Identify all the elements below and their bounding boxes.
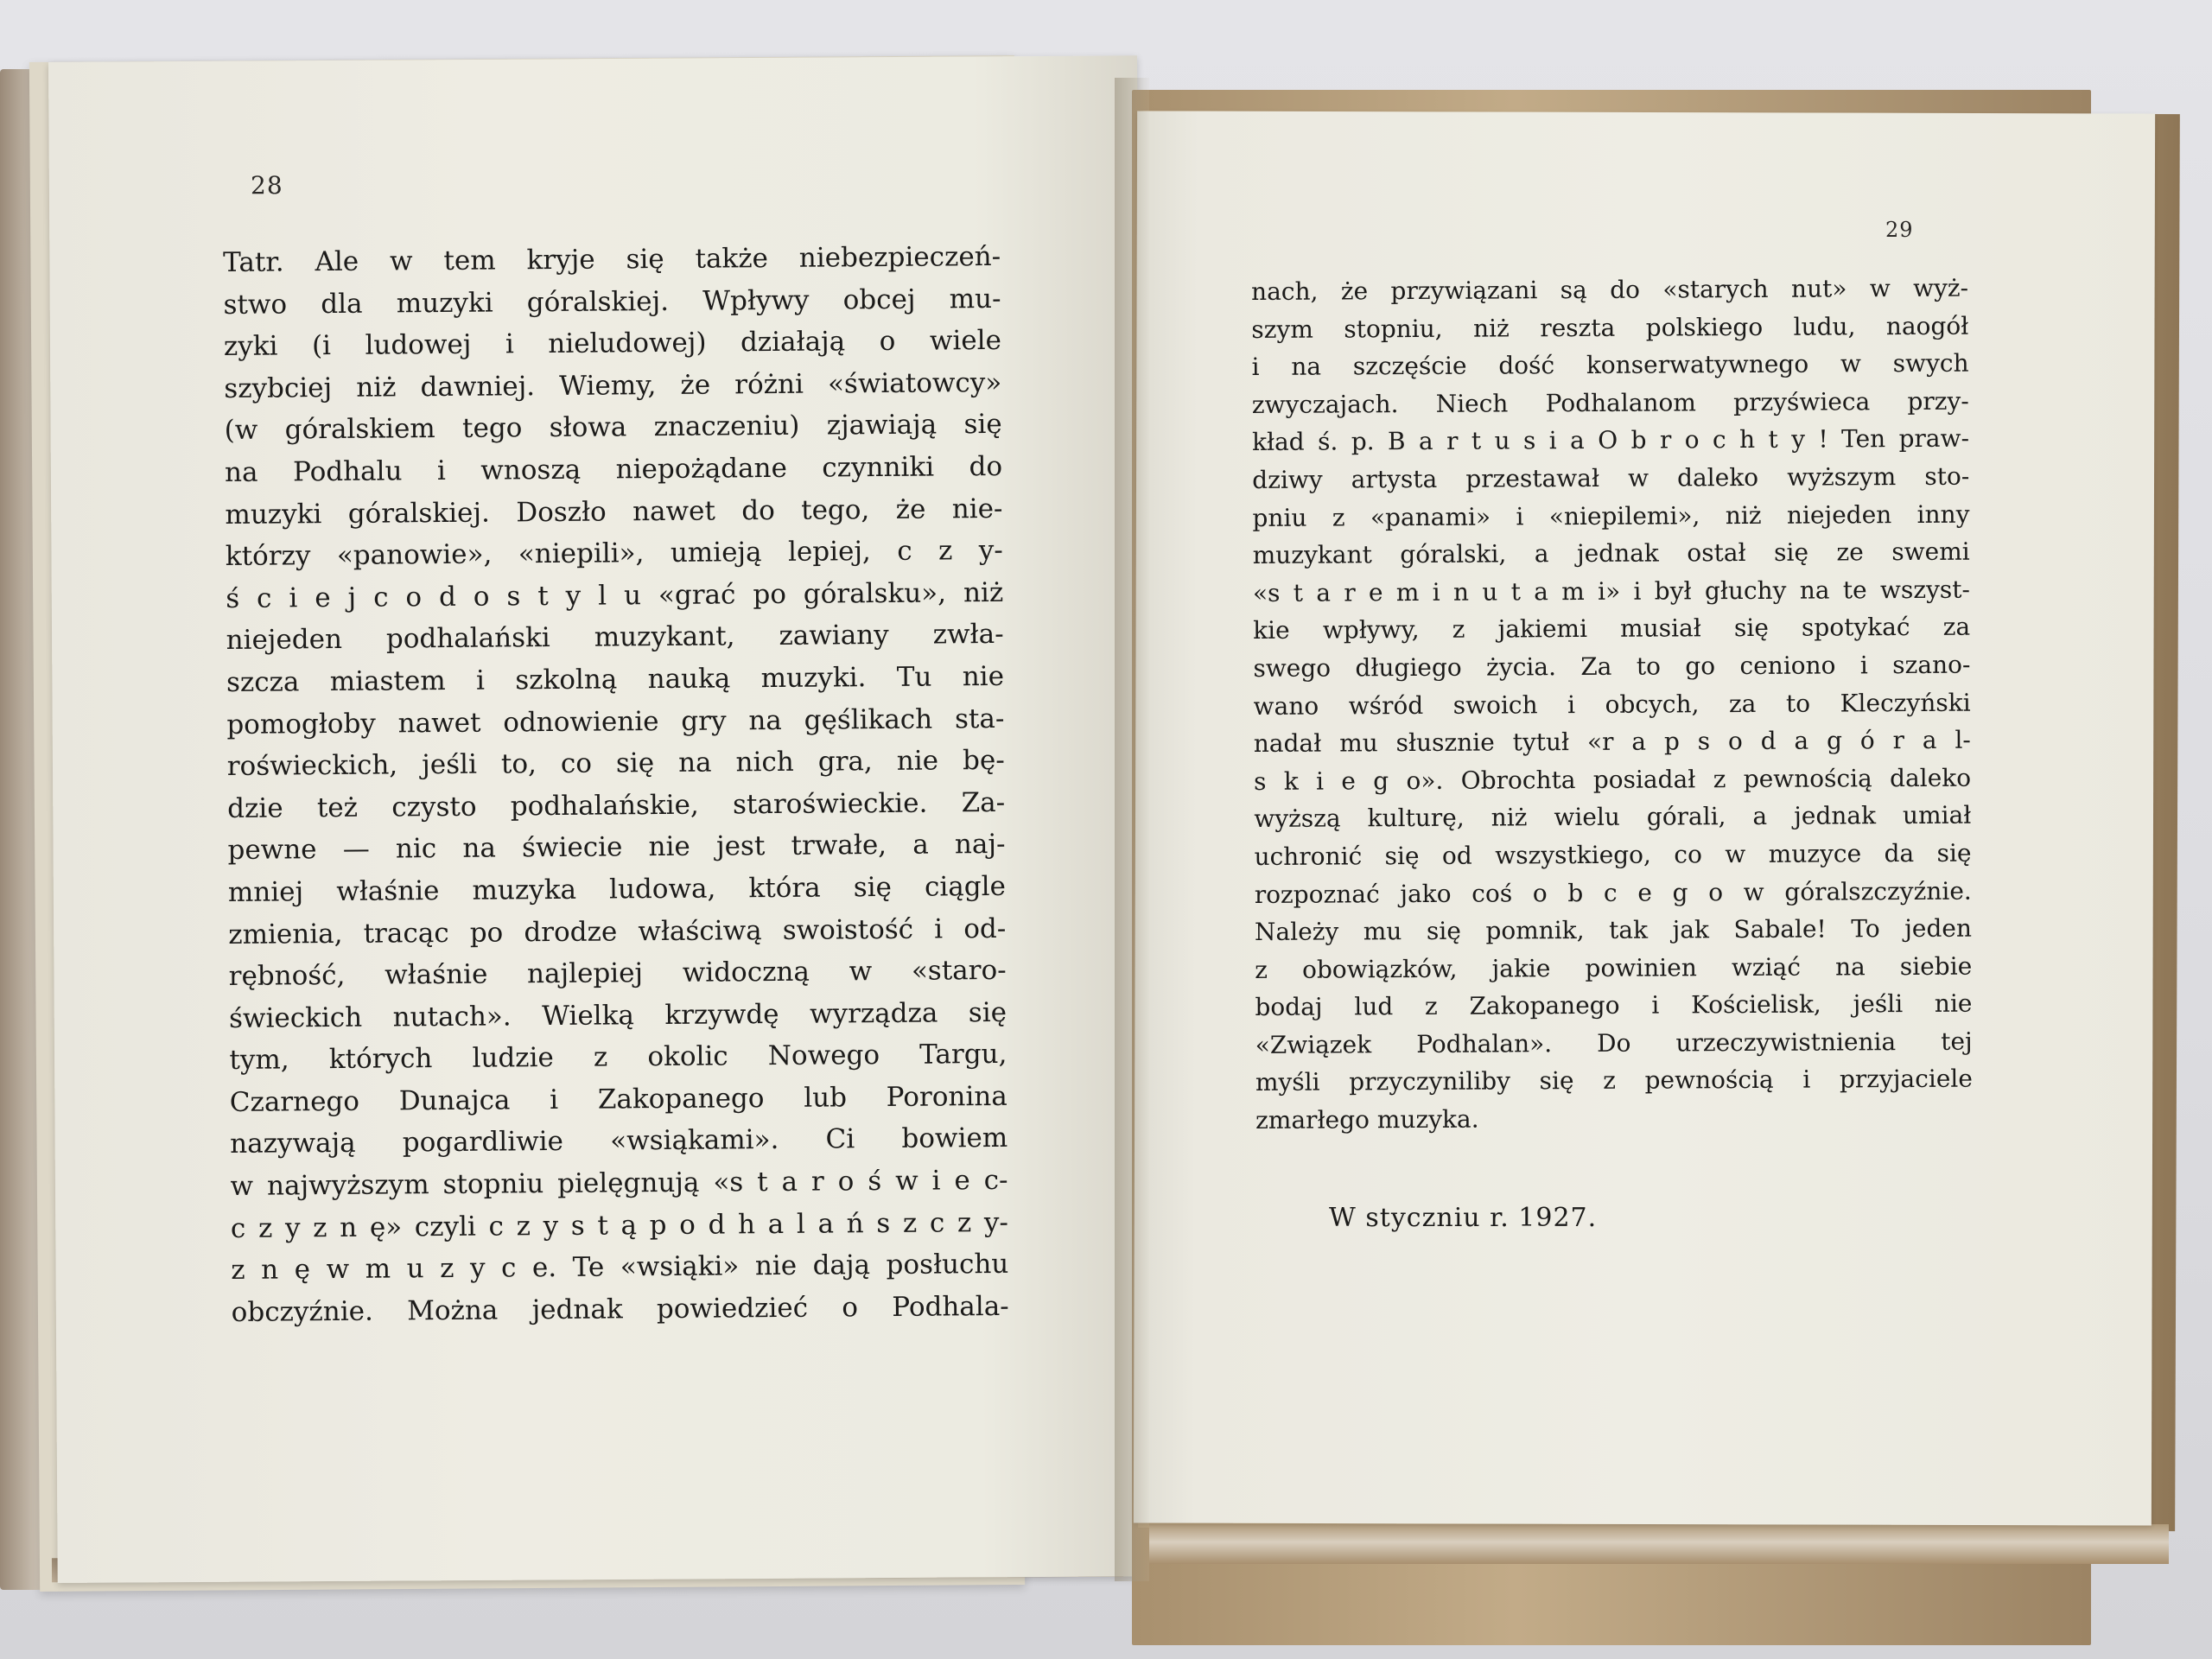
text-line: szcza miastem i szkolną nauką muzyki. Tu nie [226, 660, 1005, 698]
text-line: c z y z n ę» czyli c z y s t ą p o d h a l a ń s z c z y- [230, 1206, 1009, 1244]
text-line: wano wśród swoich i obcych, za to Kleczyński [1253, 688, 1971, 721]
text-line: muzykant góralski, a jednak ostał się ze swemi [1252, 537, 1970, 570]
text-line: zmarłego muzyka. [1255, 1104, 1479, 1135]
text-line: z n ę w m u z y c e. Te «wsiąki» nie dają posłuchu [231, 1249, 1009, 1287]
text-line: niejeden podhalański muzykant, zawiany zwła- [226, 619, 1004, 657]
text-line: rębność, właśnie najlepiej widoczną w «staro- [228, 954, 1007, 993]
text-line: tym, których ludzie z okolic Nowego Targu, [229, 1039, 1007, 1077]
text-line: pniu z «panami» i «niepilemi», niż niejeden inny [1252, 499, 1970, 532]
text-line: z obowiązków, jakie powinien wziąć na siebie [1255, 951, 1973, 984]
text-line: szym stopniu, niż reszta polskiego ludu, naogół [1251, 311, 1969, 344]
text-line: wyższą kulturę, niż wielu górali, a jednak umiał [1254, 800, 1972, 834]
text-line: na Podhalu i wnoszą niepożądane czynniki do [224, 450, 1003, 488]
text-line: którzy «panowie», «niepili», umieją lepiej, c z y- [225, 535, 1003, 573]
left-page-body [223, 236, 1009, 1333]
text-line: roświeckich, jeśli to, co się na nich gra, nie bę- [226, 745, 1005, 783]
text-line: bodaj lud z Zakopanego i Kościelisk, jeśli nie [1255, 988, 1973, 1022]
left-page-number: 28 [251, 171, 283, 200]
text-line: nazywają pogardliwie «wsiąkami». Ci bowiem [230, 1122, 1008, 1160]
text-line: myśli przyczyniliby się z pewnością i przyjaciele [1255, 1065, 1973, 1097]
text-line: swego długiego życia. Za to go ceniono i szano- [1253, 650, 1971, 683]
text-line: obczyźnie. Można jednak powiedzieć o Podhala- [231, 1290, 1009, 1328]
text-line: kład ś. p. B a r t u s i a O b r o c h t y ! Ten praw- [1251, 424, 1970, 457]
text-line: «s t a r e m i n u t a m i» i był głuchy na te wszyst- [1252, 575, 1971, 607]
dateline: W styczniu r. 1927. [1329, 1203, 1598, 1233]
right-page-number: 29 [1885, 218, 1914, 242]
text-line: uchronić się od wszystkiego, co w muzyce da się [1254, 838, 1972, 871]
text-line: «Związek Podhalan». Do urzeczywistnienia tej [1255, 1027, 1973, 1059]
text-line: muzyki góralskiej. Doszło nawet do tego, że nie- [225, 493, 1003, 531]
text-line: rozpoznać jako coś o b c e g o w góralszczyźnie. [1254, 876, 1972, 909]
text-line: Czarnego Dunajca i Zakopanego lub Poronina [229, 1080, 1007, 1118]
text-line: pomogłoby nawet odnowienie gry na gęślikach sta- [226, 702, 1005, 741]
text-line: (w góralskiem tego słowa znaczeniu) zjawiają się [224, 409, 1002, 447]
text-line: s k i e g o». Obrochta posiadał z pewnością daleko [1253, 763, 1972, 796]
text-line: pewne — nic na świecie nie jest trwałe, a naj- [227, 829, 1006, 867]
text-line: zmienia, tracąc po drodze właściwą swoistość i od- [228, 912, 1007, 950]
right-page-body [1251, 270, 1973, 1140]
text-line: szybciej niż dawniej. Wiemy, że różni «światowcy» [224, 366, 1002, 404]
right-page-bottom-edge [1149, 1524, 2169, 1564]
text-line: zyki (i ludowej i nieludowej) działają o wiele [223, 325, 1002, 363]
text-line: nadał mu słusznie tytuł «r a p s o d a g ó r a l- [1253, 725, 1971, 759]
book-spine-shadow [1115, 78, 1149, 1581]
text-line: stwo dla muzyki góralskiej. Wpływy obcej mu- [223, 283, 1001, 321]
text-line: zwyczajach. Niech Podhalanom przyświeca przy- [1251, 386, 1969, 419]
text-line: i na szczęście dość konserwatywnego w swych [1251, 348, 1969, 382]
text-line: Tatr. Ale w tem kryje się także niebezpieczeń- [223, 240, 1001, 278]
text-line: w najwyższym stopniu pielęgnują «s t a r o ś w i e c- [230, 1164, 1008, 1203]
text-line: ś c i e j c o d o s t y l u «grać po góralsku», niż [226, 576, 1004, 614]
text-line: dzie też czysto podhalańskie, staroświeckie. Za- [227, 786, 1006, 824]
text-line: nach, że przywiązani są do «starych nut» w wyż- [1251, 273, 1969, 306]
text-line: Należy mu się pomnik, tak jak Sabale! To jeden [1254, 913, 1973, 947]
text-line: mniej właśnie muzyka ludowa, która się ciągle [227, 870, 1007, 908]
text-line: dziwy artysta przestawał w daleko wyższym sto- [1252, 461, 1970, 494]
text-line: świeckich nutach». Wielką krzywdę wyrządza się [228, 996, 1007, 1034]
text-line: kie wpływy, z jakiemi musiał się spotykać za [1253, 612, 1971, 645]
